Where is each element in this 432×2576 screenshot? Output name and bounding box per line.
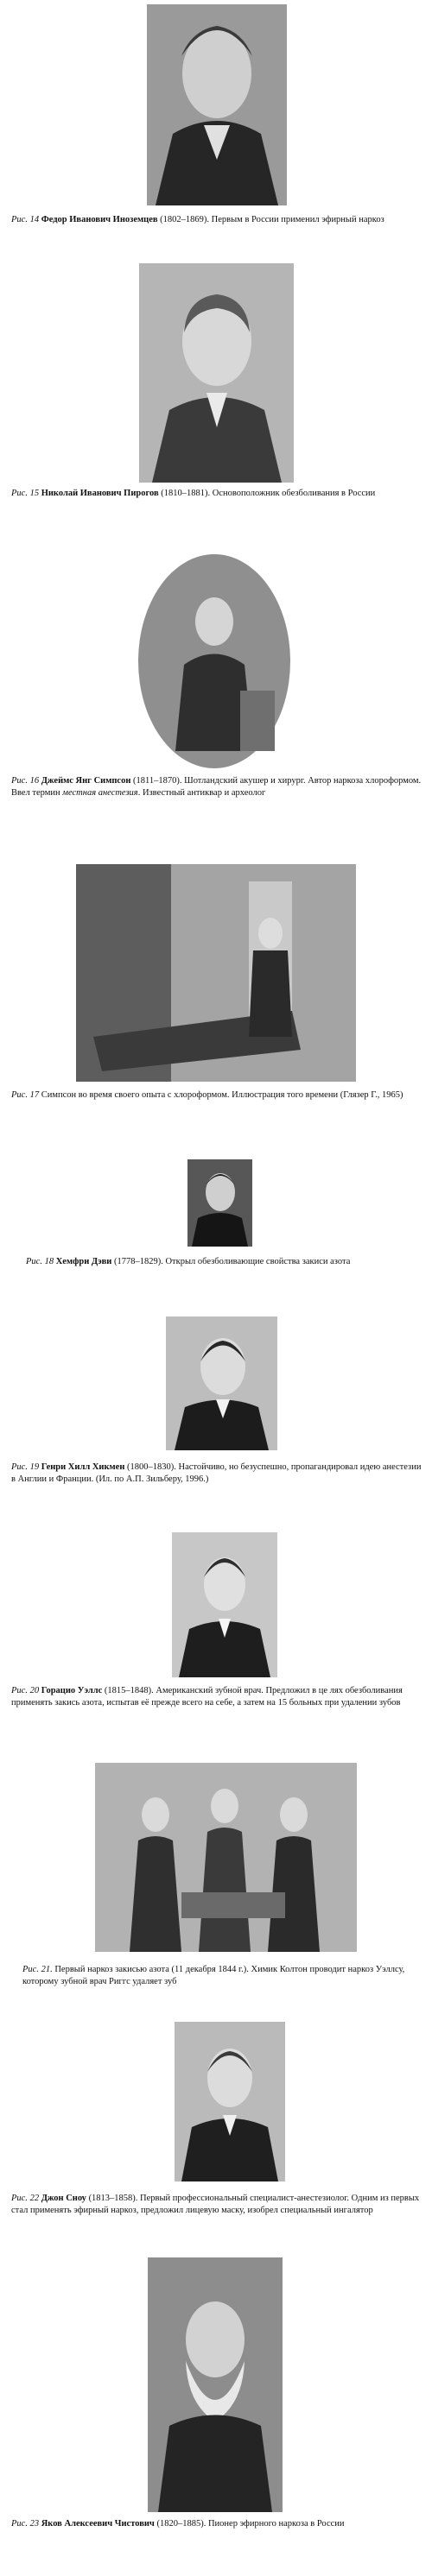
portrait-snow [175, 2022, 285, 2181]
caption-fig22: Рис. 22 Джон Сноу (1813–1858). Первый профессиональный специалист-анестезиолог. Одним из первых стал применять эфирный наркоз, предложил лицевую маску, изобрел специальный ингалятор [11, 2194, 420, 2215]
portrait-hickman [166, 1316, 277, 1450]
caption-fig23: Рис. 23 Яков Алексеевич Чистович (1820–1885). Пионер эфирного наркоза в России [11, 2519, 345, 2529]
portrait-wells [172, 1532, 277, 1677]
caption-fig14: Рис. 14 Федор Иванович Иноземцев (1802–1869). Первым в России применил эфирный наркоз [11, 215, 384, 224]
illustration-first-nitrous-oxide [95, 1763, 357, 1952]
caption-fig16: Рис. 16 Джеймс Янг Симпсон (1811–1870). Шотландский акушер и хирург. Автор наркоза хлороформом. Ввел термин местная анестезия. Известный антиквар и археолог [11, 776, 422, 798]
portrait-pirogov [139, 263, 294, 483]
portrait-davy [187, 1159, 252, 1247]
caption-fig20: Рис. 20 Горацио Уэллс (1815–1848). Американский зубной врач. Предложил в це лях обезболивания применять закись азота, испытав её прежде всего на себе, а затем на 15 больных при удалении зубов [11, 1686, 403, 1708]
caption-fig18: Рис. 18 Хемфри Дэви (1778–1829). Открыл обезболивающие свойства закиси азота [26, 1257, 351, 1266]
illustration-simpson-chloroform [76, 864, 356, 1082]
portrait-simpson-oval [137, 552, 292, 770]
caption-fig19: Рис. 19 Генри Хилл Хикмен (1800–1830). Настойчиво, но безуспешно, пропагандировал идею анестезии в Англии и Франции. (Ил. по А.П. Зильберу, 1996.) [11, 1462, 422, 1484]
caption-fig17: Рис. 17 Симпсон во время своего опыта с хлороформом. Иллюстрация того времени (Глязер Г., 1965) [11, 1090, 403, 1100]
portrait-chistovich [148, 2257, 283, 2512]
caption-fig15: Рис. 15 Николай Иванович Пирогов (1810–1881). Основоположник обезболивания в России [11, 489, 376, 498]
caption-fig21: Рис. 21. Первый наркоз закисью азота (11 декабря 1844 г.). Химик Колтон проводит наркоз Уэллсу, которому зубной врач Риггс удаляет зуб [22, 1965, 405, 1986]
portrait-inozemtsev [147, 4, 287, 205]
